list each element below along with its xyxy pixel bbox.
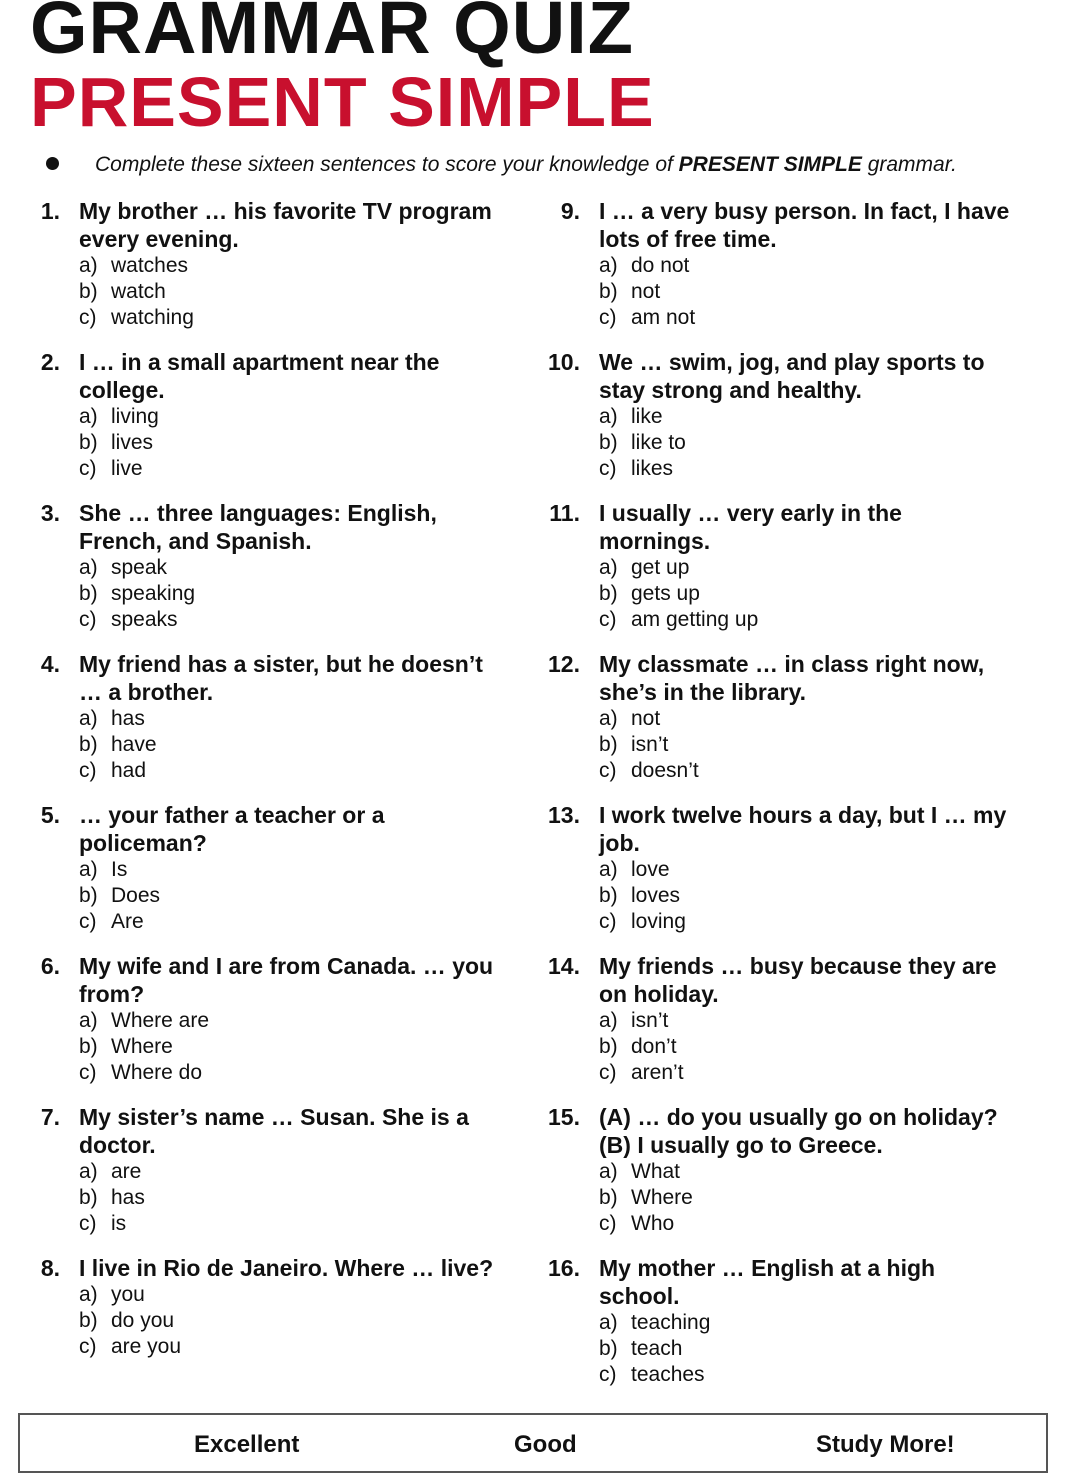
answer-option[interactable] (599, 1362, 1019, 1388)
option-text: live (111, 457, 143, 480)
question-number: 7. (40, 1104, 60, 1130)
option-text: Is (111, 858, 128, 881)
answer-option[interactable] (79, 607, 499, 633)
answer-option[interactable] (599, 758, 1019, 784)
question-number: 13. (548, 802, 580, 828)
option-letter: a) (599, 1009, 618, 1032)
option-text: Where (631, 1186, 693, 1209)
option-text: love (631, 858, 670, 881)
answer-option[interactable] (79, 1008, 499, 1034)
question-text: I live in Rio de Janeiro. Where … live? (79, 1255, 494, 1281)
option-letter: b) (79, 582, 98, 605)
option-text: teaches (631, 1363, 705, 1386)
instructions-end: grammar. (861, 153, 957, 176)
question-text: … your father a teacher or a policeman? (79, 802, 385, 856)
option-text: loving (631, 910, 686, 933)
answer-option[interactable] (599, 1034, 1019, 1060)
option-text: lives (111, 431, 154, 454)
question-body (599, 801, 1019, 935)
question-body (79, 499, 499, 633)
question-number: 10. (548, 349, 580, 375)
answer-option[interactable] (79, 1185, 499, 1211)
option-letter: c) (79, 306, 97, 329)
question-text: My classmate … in class right now, she’s in the library. (599, 651, 985, 705)
answer-option[interactable] (79, 732, 499, 758)
option-text: had (111, 759, 147, 782)
question-text: My sister’s name … Susan. She is a doctor. (79, 1104, 469, 1158)
option-letter: c) (599, 759, 617, 782)
question-text: I usually … very early in the mornings. (599, 500, 902, 554)
answer-option[interactable] (599, 883, 1019, 909)
answer-option[interactable] (599, 1008, 1019, 1034)
option-text: speaking (111, 582, 196, 605)
option-text: do not (631, 254, 690, 277)
question-text: My wife and I are from Canada. … you from? (79, 953, 494, 1007)
option-letter: c) (599, 1212, 617, 1235)
option-letter: c) (79, 759, 97, 782)
instructions-emphasis: PRESENT SIMPLE (678, 153, 862, 176)
option-letter: b) (599, 1186, 618, 1209)
answer-option[interactable] (79, 430, 499, 456)
option-letter: b) (599, 884, 618, 907)
option-letter: c) (599, 1363, 617, 1386)
option-letter: c) (599, 608, 617, 631)
option-text: watch (111, 280, 166, 303)
answer-option[interactable] (79, 857, 499, 883)
option-letter: b) (599, 733, 618, 756)
option-letter: b) (599, 280, 618, 303)
question-text: We … swim, jog, and play sports to stay strong and healthy. (599, 349, 985, 403)
answer-option[interactable] (599, 305, 1019, 331)
answer-option[interactable] (79, 1060, 499, 1086)
answer-option[interactable] (599, 253, 1019, 279)
question-body (79, 1254, 499, 1360)
answer-option[interactable] (79, 758, 499, 784)
answer-option[interactable] (599, 1159, 1019, 1185)
option-text: living (111, 405, 159, 428)
option-letter: a) (79, 858, 98, 881)
option-text: am not (631, 306, 696, 329)
question-number: 9. (560, 198, 580, 224)
question-text: My brother … his favorite TV program every evening. (79, 198, 492, 252)
option-letter: c) (79, 910, 97, 933)
answer-option[interactable] (79, 279, 499, 305)
answer-option[interactable] (599, 279, 1019, 305)
answer-option[interactable] (79, 305, 499, 331)
question-body (79, 801, 499, 935)
answer-option[interactable] (599, 1336, 1019, 1362)
question-body (599, 499, 1019, 633)
option-letter: c) (79, 1335, 97, 1358)
answer-option[interactable] (79, 581, 499, 607)
answer-option[interactable] (79, 404, 499, 430)
question-number: 6. (40, 953, 60, 979)
question-text: I … a very busy person. In fact, I have lots of free time. (599, 198, 1010, 252)
option-letter: a) (599, 556, 618, 579)
question-text: (A) … do you usually go on holiday? (B) I usually go to Greece. (599, 1104, 998, 1158)
option-letter: b) (79, 280, 98, 303)
option-text: loves (631, 884, 681, 907)
option-letter: b) (79, 431, 98, 454)
option-text: Where are (111, 1009, 210, 1032)
answer-option[interactable] (599, 404, 1019, 430)
answer-option[interactable] (599, 1060, 1019, 1086)
answer-option[interactable] (599, 732, 1019, 758)
score-label-study-more: Study More! (816, 1431, 955, 1458)
option-text: not (631, 707, 661, 730)
option-letter: b) (79, 1186, 98, 1209)
option-letter: a) (79, 707, 98, 730)
option-letter: b) (599, 1337, 618, 1360)
option-letter: a) (79, 1009, 98, 1032)
question-body (599, 348, 1019, 482)
answer-option[interactable] (79, 1334, 499, 1360)
option-letter: a) (79, 254, 98, 277)
question-text: She … three languages: English, French, and Spanish. (79, 500, 437, 554)
option-letter: c) (79, 608, 97, 631)
question-body (599, 197, 1019, 331)
option-text: doesn’t (631, 759, 699, 782)
question-text: I work twelve hours a day, but I … my job. (599, 802, 1007, 856)
option-letter: c) (599, 1061, 617, 1084)
answer-option[interactable] (79, 555, 499, 581)
question-body (599, 1254, 1019, 1388)
option-text: don’t (631, 1035, 677, 1058)
score-label-good: Good (514, 1431, 577, 1458)
question-number: 16. (548, 1255, 580, 1281)
option-letter: a) (599, 858, 618, 881)
option-letter: c) (599, 457, 617, 480)
option-text: watches (111, 254, 189, 277)
question-number: 11. (549, 500, 580, 526)
option-text: speaks (111, 608, 178, 631)
question-number: 15. (548, 1104, 580, 1130)
question-text: My mother … English at a high school. (599, 1255, 936, 1309)
option-letter: a) (599, 707, 618, 730)
question-text: I … in a small apartment near the college. (79, 349, 440, 403)
question-text: My friends … busy because they are on holiday. (599, 953, 997, 1007)
instructions-text: Complete these sixteen sentences to score your knowledge of (95, 153, 679, 176)
option-letter: b) (79, 1035, 98, 1058)
score-label-excellent: Excellent (194, 1431, 300, 1458)
option-text: teach (631, 1337, 683, 1360)
question-body (79, 348, 499, 482)
option-text: gets up (631, 582, 700, 605)
option-text: likes (631, 457, 674, 480)
option-text: teaching (631, 1311, 711, 1334)
option-text: speak (111, 556, 168, 579)
question-number: 12. (548, 651, 580, 677)
answer-option[interactable] (599, 581, 1019, 607)
option-letter: b) (79, 733, 98, 756)
option-letter: a) (79, 1283, 98, 1306)
option-letter: c) (599, 910, 617, 933)
answer-option[interactable] (599, 706, 1019, 732)
question-number: 1. (40, 198, 60, 224)
question-text: My friend has a sister, but he doesn’t … a brother. (79, 651, 483, 705)
question-body (79, 197, 499, 331)
question-number: 14. (548, 953, 580, 979)
option-text: do you (111, 1309, 175, 1332)
option-letter: c) (599, 306, 617, 329)
instructions (46, 151, 1060, 179)
option-text: you (111, 1283, 145, 1306)
option-text: not (631, 280, 661, 303)
answer-option[interactable] (599, 430, 1019, 456)
answer-option[interactable] (79, 1159, 499, 1185)
question-body (79, 952, 499, 1086)
option-text: are (111, 1160, 142, 1183)
option-letter: a) (79, 405, 98, 428)
option-text: is (111, 1212, 127, 1235)
option-text: get up (631, 556, 690, 579)
option-text: Who (631, 1212, 675, 1235)
option-letter: a) (599, 1160, 618, 1183)
question-number: 3. (40, 500, 60, 526)
option-letter: c) (79, 457, 97, 480)
option-text: Where do (111, 1061, 203, 1084)
answer-option[interactable] (79, 1308, 499, 1334)
option-letter: c) (79, 1212, 97, 1235)
option-text: Does (111, 884, 161, 907)
answer-option[interactable] (599, 1310, 1019, 1336)
option-text: are you (111, 1335, 182, 1358)
question-number: 5. (40, 802, 60, 828)
answer-option[interactable] (599, 555, 1019, 581)
option-letter: b) (79, 884, 98, 907)
answer-option[interactable] (599, 857, 1019, 883)
answer-option[interactable] (79, 909, 499, 935)
option-letter: b) (599, 1035, 618, 1058)
option-letter: b) (599, 431, 618, 454)
question-body (599, 1103, 1019, 1237)
option-text: like to (631, 431, 686, 454)
option-text: have (111, 733, 157, 756)
option-text: like (631, 405, 663, 428)
answer-option[interactable] (599, 909, 1019, 935)
option-text: What (631, 1160, 681, 1183)
question-number: 8. (40, 1255, 60, 1281)
option-text: isn’t (631, 733, 669, 756)
answer-option[interactable] (79, 1211, 499, 1237)
answer-option[interactable] (599, 456, 1019, 482)
option-letter: c) (79, 1061, 97, 1084)
option-text: am getting up (631, 608, 759, 631)
answer-option[interactable] (79, 883, 499, 909)
question-body (79, 1103, 499, 1237)
score-box (18, 1413, 1048, 1473)
option-text: Where (111, 1035, 173, 1058)
quiz-title: GRAMMAR QUIZ (30, 0, 634, 69)
answer-option[interactable] (79, 1034, 499, 1060)
answer-option[interactable] (599, 1185, 1019, 1211)
option-text: Are (111, 910, 144, 933)
option-letter: a) (79, 556, 98, 579)
quiz-subtitle: PRESENT SIMPLE (30, 63, 655, 141)
option-letter: a) (599, 405, 618, 428)
option-letter: a) (79, 1160, 98, 1183)
option-text: has (111, 1186, 145, 1209)
answer-option[interactable] (79, 253, 499, 279)
answer-option[interactable] (79, 456, 499, 482)
bullet-icon (46, 157, 59, 170)
question-number: 2. (40, 349, 60, 375)
option-letter: a) (599, 254, 618, 277)
question-body (79, 650, 499, 784)
question-number: 4. (40, 651, 60, 677)
answer-option[interactable] (79, 1282, 499, 1308)
answer-option[interactable] (599, 1211, 1019, 1237)
option-letter: b) (79, 1309, 98, 1332)
option-letter: a) (599, 1311, 618, 1334)
option-text: isn’t (631, 1009, 669, 1032)
option-text: watching (111, 306, 194, 329)
option-text: has (111, 707, 145, 730)
question-body (599, 650, 1019, 784)
option-letter: b) (599, 582, 618, 605)
answer-option[interactable] (599, 607, 1019, 633)
option-text: aren’t (631, 1061, 684, 1084)
answer-option[interactable] (79, 706, 499, 732)
question-body (599, 952, 1019, 1086)
